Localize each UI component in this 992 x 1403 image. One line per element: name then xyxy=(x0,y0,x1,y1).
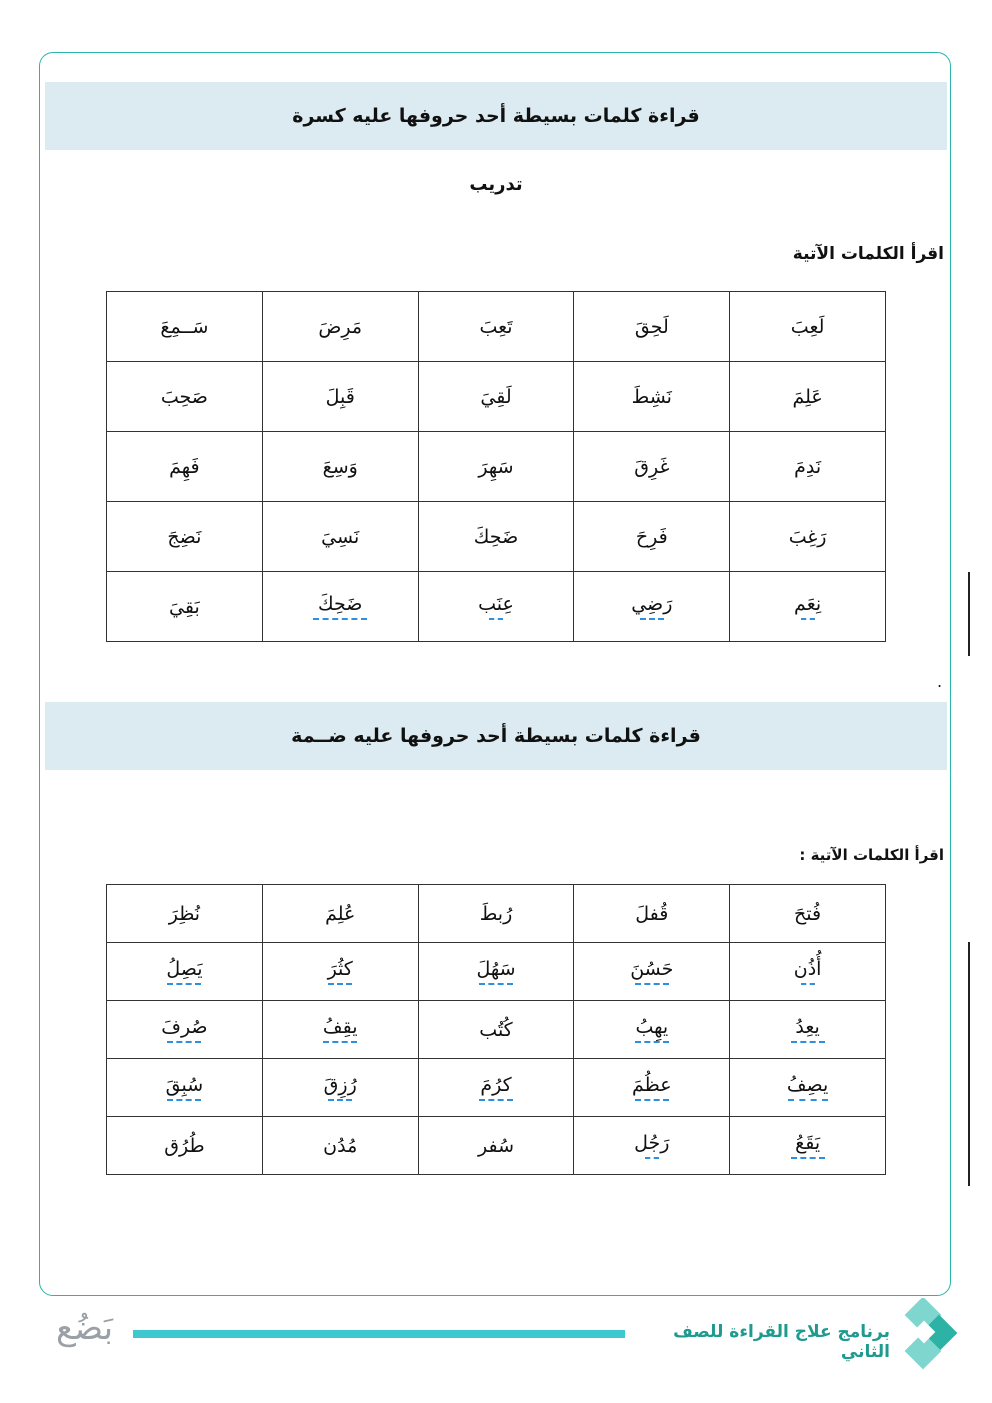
reading-dash xyxy=(323,1041,357,1043)
word: نِعَم xyxy=(794,593,822,615)
word-cell xyxy=(574,1001,730,1059)
word: رَضِي xyxy=(631,593,673,615)
word-cell xyxy=(730,572,886,642)
word: وَسِعَ xyxy=(322,455,358,478)
word: فَرِحَ xyxy=(635,525,668,548)
word-cell xyxy=(730,1001,886,1059)
word: يَقَعُ xyxy=(795,1132,821,1154)
word-cell xyxy=(262,943,418,1001)
reading-dash xyxy=(645,1157,659,1159)
word: فُتحَ xyxy=(794,902,822,925)
table-row xyxy=(107,572,886,642)
word-cell xyxy=(262,432,418,502)
word: تَعِبَ xyxy=(479,315,513,338)
section2-heading-band xyxy=(45,702,947,770)
word-cell xyxy=(730,292,886,362)
reading-dash xyxy=(791,1157,825,1159)
footer-title: برنامج علاج القراءة للصف الثاني xyxy=(673,1322,890,1362)
word-cell xyxy=(574,432,730,502)
table-row xyxy=(107,502,886,572)
word-cell xyxy=(107,292,263,362)
reading-dash xyxy=(801,618,815,620)
word-cell xyxy=(107,502,263,572)
word: حَسُنَ xyxy=(630,958,674,980)
reading-dash xyxy=(167,983,201,985)
section1-word-table xyxy=(106,291,886,642)
word-cell xyxy=(107,1117,263,1175)
reading-dash xyxy=(489,618,503,620)
section2-heading: قراءة كلمات بسيطة أحد حروفها عليه ضــمة xyxy=(291,725,701,747)
word-cell xyxy=(262,1001,418,1059)
word-cell xyxy=(730,432,886,502)
word-cell xyxy=(418,432,574,502)
word: لَعِبَ xyxy=(790,315,825,338)
word-cell xyxy=(418,362,574,432)
word: كُتُب xyxy=(479,1018,513,1041)
word: نَدِمَ xyxy=(794,455,822,478)
section1-heading-band xyxy=(45,82,947,150)
reading-dash xyxy=(635,1099,669,1101)
section2-instruction: اقرأ الكلمات الآتية : xyxy=(799,846,944,864)
reading-dash xyxy=(328,983,352,985)
word: سَــمِعَ xyxy=(160,315,209,338)
word-cell xyxy=(107,885,263,943)
section2-word-table xyxy=(106,884,886,1175)
word-cell xyxy=(107,432,263,502)
word-cell xyxy=(262,1117,418,1175)
word-cell xyxy=(574,885,730,943)
word: يعِدُ xyxy=(795,1016,820,1038)
section1-subtitle: تدريب xyxy=(469,174,523,195)
table-row xyxy=(107,432,886,502)
word: فَهِمَ xyxy=(169,455,200,478)
word-cell xyxy=(730,1117,886,1175)
reading-dash xyxy=(328,1099,352,1101)
word: غَرِقَ xyxy=(634,455,670,478)
word: مُدُن xyxy=(323,1134,358,1157)
reading-dash xyxy=(635,983,669,985)
word: نُظِرَ xyxy=(168,902,201,925)
table-row xyxy=(107,943,886,1001)
word-cell xyxy=(262,292,418,362)
word: سُفر xyxy=(478,1134,515,1157)
word: صَحِبَ xyxy=(160,385,208,408)
brand-logo: بَضُع xyxy=(56,1308,114,1348)
word: ضَحِكَ xyxy=(318,593,363,615)
word: رَجُل xyxy=(634,1132,670,1154)
word: كرُمَ xyxy=(480,1074,512,1096)
word: قُفلَ xyxy=(635,902,669,925)
word-cell xyxy=(107,943,263,1001)
word-cell xyxy=(107,1001,263,1059)
word: يقِفُ xyxy=(322,1016,358,1038)
word-cell xyxy=(262,1059,418,1117)
word-cell xyxy=(107,1059,263,1117)
word-cell xyxy=(730,943,886,1001)
word: سُبِقَ xyxy=(165,1074,204,1096)
reading-dash xyxy=(313,618,367,620)
reading-dash xyxy=(167,1099,201,1101)
table-row xyxy=(107,1001,886,1059)
word-cell xyxy=(262,362,418,432)
word: ضَحِكَ xyxy=(473,525,519,548)
word: سَهُلَ xyxy=(476,958,516,980)
word: رَغِبَ xyxy=(788,525,827,548)
reading-dash xyxy=(791,1041,825,1043)
margin-line xyxy=(968,942,970,1186)
reading-dash xyxy=(801,983,815,985)
word: عظُمَ xyxy=(632,1074,672,1096)
footer-bar xyxy=(133,1330,625,1338)
reading-dash xyxy=(479,983,513,985)
word: قَبِلَ xyxy=(325,385,355,408)
diamond-logo-icon xyxy=(896,1298,960,1382)
reading-dash xyxy=(640,618,664,620)
table-row xyxy=(107,1117,886,1175)
table-row xyxy=(107,885,886,943)
reading-dash xyxy=(479,1099,513,1101)
word: نَسِيَ xyxy=(321,525,360,548)
word: كثُرَ xyxy=(327,958,353,980)
word: سَهِرَ xyxy=(478,455,514,478)
word: يصِفُ xyxy=(786,1074,829,1096)
section1-heading: قراءة كلمات بسيطة أحد حروفها عليه كسرة xyxy=(292,105,700,127)
word-cell xyxy=(730,362,886,432)
word: مَرِضَ xyxy=(318,315,363,338)
word-cell xyxy=(418,1117,574,1175)
word: صُرفَ xyxy=(161,1016,208,1038)
reading-dash xyxy=(788,1099,828,1101)
word-cell xyxy=(262,502,418,572)
stray-dot: . xyxy=(937,672,943,691)
word: بَقِيَ xyxy=(169,595,200,618)
word-cell xyxy=(418,502,574,572)
word-cell xyxy=(107,572,263,642)
word-cell xyxy=(418,1059,574,1117)
word: رُزِقَ xyxy=(323,1074,357,1096)
word-cell xyxy=(418,1001,574,1059)
word-cell xyxy=(107,362,263,432)
word-cell xyxy=(418,572,574,642)
word: عُلِمَ xyxy=(325,902,356,925)
word-cell xyxy=(574,1117,730,1175)
word: طُرُق xyxy=(164,1134,205,1157)
word: أُذُن xyxy=(793,958,822,980)
word: لَحِقَ xyxy=(634,315,669,338)
word-cell xyxy=(418,292,574,362)
word: نَضِجَ xyxy=(167,525,202,548)
word-cell xyxy=(262,885,418,943)
word: نَشِطَ xyxy=(631,385,672,408)
section1-instruction: اقرأ الكلمات الآتية xyxy=(792,244,944,264)
table-row xyxy=(107,362,886,432)
word: لَقِيَ xyxy=(480,385,512,408)
word-cell xyxy=(730,885,886,943)
word-cell xyxy=(574,502,730,572)
word-cell xyxy=(262,572,418,642)
table-row xyxy=(107,1059,886,1117)
word-cell xyxy=(574,572,730,642)
table-row xyxy=(107,292,886,362)
word-cell xyxy=(574,292,730,362)
word-cell xyxy=(730,1059,886,1117)
word-cell xyxy=(418,943,574,1001)
word: رُبطَ xyxy=(479,902,513,925)
margin-line xyxy=(968,572,970,656)
word: عَلِمَ xyxy=(792,385,823,408)
word: يهِبُ xyxy=(635,1016,669,1038)
reading-dash xyxy=(167,1041,201,1043)
word-cell xyxy=(574,362,730,432)
word: يَصِلُ xyxy=(166,958,203,980)
word-cell xyxy=(574,1059,730,1117)
word: عِنَب xyxy=(478,593,514,615)
reading-dash xyxy=(635,1041,669,1043)
word-cell xyxy=(730,502,886,572)
word-cell xyxy=(574,943,730,1001)
word-cell xyxy=(418,885,574,943)
